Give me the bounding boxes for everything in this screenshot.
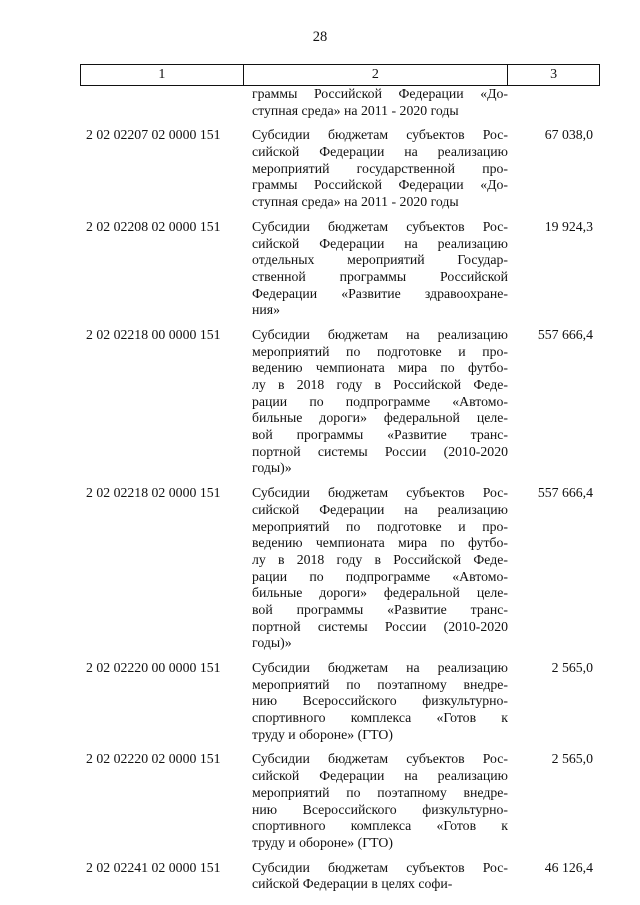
budget-code: 2 02 02220 02 0000 151 — [86, 751, 221, 767]
amount-value: 2 565,0 — [551, 660, 593, 675]
table-row — [80, 485, 600, 652]
table-row — [80, 751, 600, 851]
description-line: сийской Федерации на реализацию — [252, 235, 508, 251]
description-line: рации по подпрограмме «Автомо- — [252, 568, 508, 584]
description-line: Субсидии бюджетам субъектов Рос- — [252, 127, 508, 143]
description-line: сийской Федерации на реализацию — [252, 144, 508, 160]
table-body — [80, 86, 600, 893]
table-header — [80, 64, 600, 86]
description-line: Субсидии бюджетам субъектов Рос- — [252, 218, 508, 234]
table-row-continuation — [80, 86, 600, 119]
column-header-2: 2 — [244, 65, 508, 85]
description-line: труду и обороне» (ГТО) — [252, 834, 393, 850]
table-row — [80, 219, 600, 319]
page-number: 28 — [312, 29, 328, 45]
budget-code: 2 02 02241 02 0000 151 — [86, 859, 221, 875]
description-line: сийской Федерации на реализацию — [252, 768, 508, 784]
amount-value: 46 126,4 — [544, 859, 593, 875]
description-cell — [243, 485, 508, 652]
description-cell — [243, 660, 508, 743]
description-line: сийской Федерации на реализацию — [252, 501, 508, 517]
amount-value: 19 924,3 — [544, 218, 593, 234]
table-row — [80, 860, 600, 893]
column-header-1: 1 — [81, 65, 244, 85]
description-line: лу в 2018 году в Российской Феде- — [252, 377, 508, 392]
description-line: отдельных мероприятий Государ- — [252, 252, 508, 268]
description-line: спортивного комплекса «Готов к — [252, 710, 508, 726]
description-line: граммы Российской Федерации «До- — [252, 177, 508, 193]
description-line: Субсидии бюджетам на реализацию — [252, 326, 508, 342]
column-header-3: 3 — [508, 65, 600, 85]
budget-code: 2 02 02220 00 0000 151 — [86, 660, 221, 675]
budget-code: 2 02 02207 02 0000 151 — [86, 127, 221, 143]
description-line: мероприятий государственной про- — [252, 160, 508, 176]
description-line: портной системы России (2010-2020 — [252, 443, 508, 459]
description-line: рации по подпрограмме «Автомо- — [252, 393, 508, 409]
amount-value: 67 038,0 — [544, 127, 593, 143]
description-line: мероприятий по подготовке и про- — [252, 343, 508, 359]
description-line: вой программы «Развитие транс- — [252, 601, 508, 617]
description-line: бильные дороги» федеральной целе- — [252, 585, 508, 601]
description-line: ведению чемпионата мира по футбо- — [252, 360, 508, 376]
description-line: сийской Федерации в целях софи- — [252, 876, 453, 892]
description-line: спортивного комплекса «Готов к — [252, 818, 508, 834]
description-line: годы)» — [252, 635, 292, 651]
description-line: ступная среда» на 2011 - 2020 годы — [252, 194, 459, 210]
amount-value: 557 666,4 — [537, 326, 593, 342]
description-cell — [243, 219, 508, 319]
description-line: Субсидии бюджетам субъектов Рос- — [252, 751, 508, 767]
description-line: мероприятий по подготовке и про- — [252, 518, 508, 534]
description-line: вой программы «Развитие транс- — [252, 427, 508, 443]
description-line: бильные дороги» федеральной целе- — [252, 410, 508, 426]
description-line: портной системы России (2010-2020 — [252, 618, 508, 634]
description-line: нию Всероссийского физкультурно- — [252, 693, 508, 709]
amount-value: 557 666,4 — [537, 485, 593, 501]
description-cell — [243, 127, 508, 210]
description-line: ственной программы Российской — [252, 268, 508, 284]
description-line: Федерации «Развитие здравоохране- — [252, 285, 508, 301]
amount-value: 2 565,0 — [551, 751, 593, 767]
description-cell — [243, 751, 508, 851]
description-line: мероприятий по поэтапному внедре- — [252, 784, 508, 800]
description-line: Субсидии бюджетам субъектов Рос- — [252, 859, 508, 875]
description-line: лу в 2018 году в Российской Феде- — [252, 551, 508, 567]
table-row — [80, 660, 600, 743]
budget-code: 2 02 02218 00 0000 151 — [86, 326, 221, 342]
description-line: труду и обороне» (ГТО) — [252, 726, 393, 742]
budget-code: 2 02 02208 02 0000 151 — [86, 218, 221, 234]
description-cell — [243, 327, 508, 477]
description-cell — [243, 860, 508, 893]
description-line: нию Всероссийского физкультурно- — [252, 801, 508, 817]
description-cell — [243, 86, 508, 119]
table-row — [80, 327, 600, 477]
description-line: мероприятий по поэтапному внедре- — [252, 676, 508, 692]
table-row — [80, 127, 600, 210]
description-line: Субсидии бюджетам субъектов Рос- — [252, 485, 508, 501]
description-line: ведению чемпионата мира по футбо- — [252, 535, 508, 551]
budget-code: 2 02 02218 02 0000 151 — [86, 485, 221, 501]
description-line: ступная среда» на 2011 - 2020 годы — [252, 102, 459, 118]
description-line: годы)» — [252, 460, 292, 476]
description-line: граммы Российской Федерации «До- — [252, 86, 508, 101]
description-line: ния» — [252, 302, 281, 318]
budget-table — [80, 64, 600, 893]
description-line: Субсидии бюджетам на реализацию — [252, 660, 508, 675]
